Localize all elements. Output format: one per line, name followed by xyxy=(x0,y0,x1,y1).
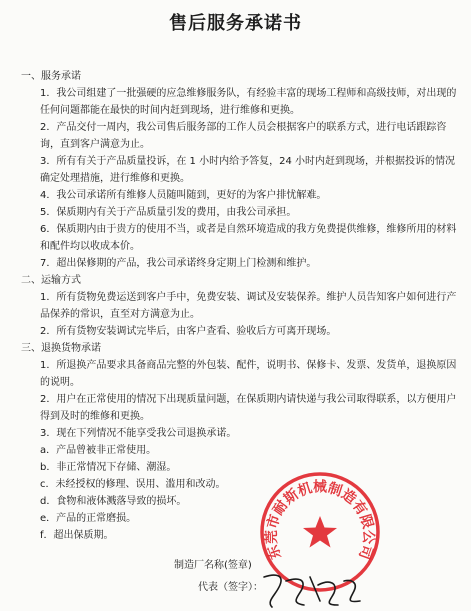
svg-text:东莞市耐斯机械制造有限公司: 东莞市耐斯机械制造有限公司 xyxy=(263,479,377,562)
maker-name-label: 制造厂名称(签章) xyxy=(174,560,252,571)
exclusion-item-c: c．未经授权的修理、误用、滥用和改动。 xyxy=(40,479,226,490)
section-heading-transport: 二、运输方式 xyxy=(21,275,81,286)
section-heading-returns: 三、退换货物承诺 xyxy=(21,343,101,354)
document-body xyxy=(21,68,457,544)
service-item-4: 4．我公司承诺所有维修人员随叫随到，更好的为客户排忧解难。 xyxy=(40,190,327,201)
service-item-1: 1．我公司组建了一批强硬的应急维修服务队，有经验丰富的现场工程师和高级技师，对出现的任何问题都能在最快的时间内赶到现场，进行维修和更换。 xyxy=(40,88,457,116)
handwritten-signature xyxy=(246,567,376,611)
transport-item-1: 1．所有货物免费运送到客户手中，免费安装、调试及安装保养。维护人员告知客户如何进行产品保养的常识，直至对方满意为止。 xyxy=(40,292,457,320)
document-title: 售后服务承诺书 xyxy=(169,13,302,34)
exclusion-item-a: a．产品曾被非正常使用。 xyxy=(40,445,157,456)
representative-label: 代表（签字）： xyxy=(198,582,263,593)
service-item-3: 3．所有有关于产品质量投诉，在 1 小时内给予答复，24 小时内赶到现场，并根据投诉的情况确定处理措施，进行维修和更换。 xyxy=(40,156,455,184)
exclusion-item-b: b．非正常情况下存储、潮湿。 xyxy=(40,462,177,473)
service-item-6: 6．保质期内由于贵方的使用不当，或者是自然环境造成的我方免费提供维修，维修所用的材料和配件均以收成本价。 xyxy=(40,224,457,252)
service-item-2: 2．产品交付一周内，我公司售后服务部的工作人员会根据客户的联系方式，进行电话跟踪咨询，直到客户满意为止。 xyxy=(40,122,447,150)
returns-item-2: 2．用户在正常使用的情况下出现质量问题，在保质期内请快递与我公司取得联系，以方便用户得到及时的维修和更换。 xyxy=(40,394,457,422)
transport-item-2: 2．所有货物安装调试完毕后，由客户查看、验收后方可离开现场。 xyxy=(40,326,337,337)
exclusion-item-e: e．产品的正常磨损。 xyxy=(40,513,137,524)
service-item-5: 5．保质期内有关于产品质量引发的费用，由我公司承担。 xyxy=(40,207,297,218)
exclusion-item-d: d．食物和液体溅落导致的损坏。 xyxy=(40,496,187,507)
returns-item-1: 1．所退换产品要求具备商品完整的外包装、配件，说明书、保修卡、发票、发货单，退换原因的说明。 xyxy=(40,360,457,388)
exclusion-item-f: f．超出保质期。 xyxy=(40,530,114,541)
service-item-7: 7．超出保修期的产品，我公司承诺终身定期上门检测和维护。 xyxy=(40,258,317,269)
seal-star-icon xyxy=(303,516,337,548)
section-heading-service: 一、服务承诺 xyxy=(21,71,81,82)
returns-item-3: 3．现在下列情况不能享受我公司退换承诺。 xyxy=(40,428,237,439)
